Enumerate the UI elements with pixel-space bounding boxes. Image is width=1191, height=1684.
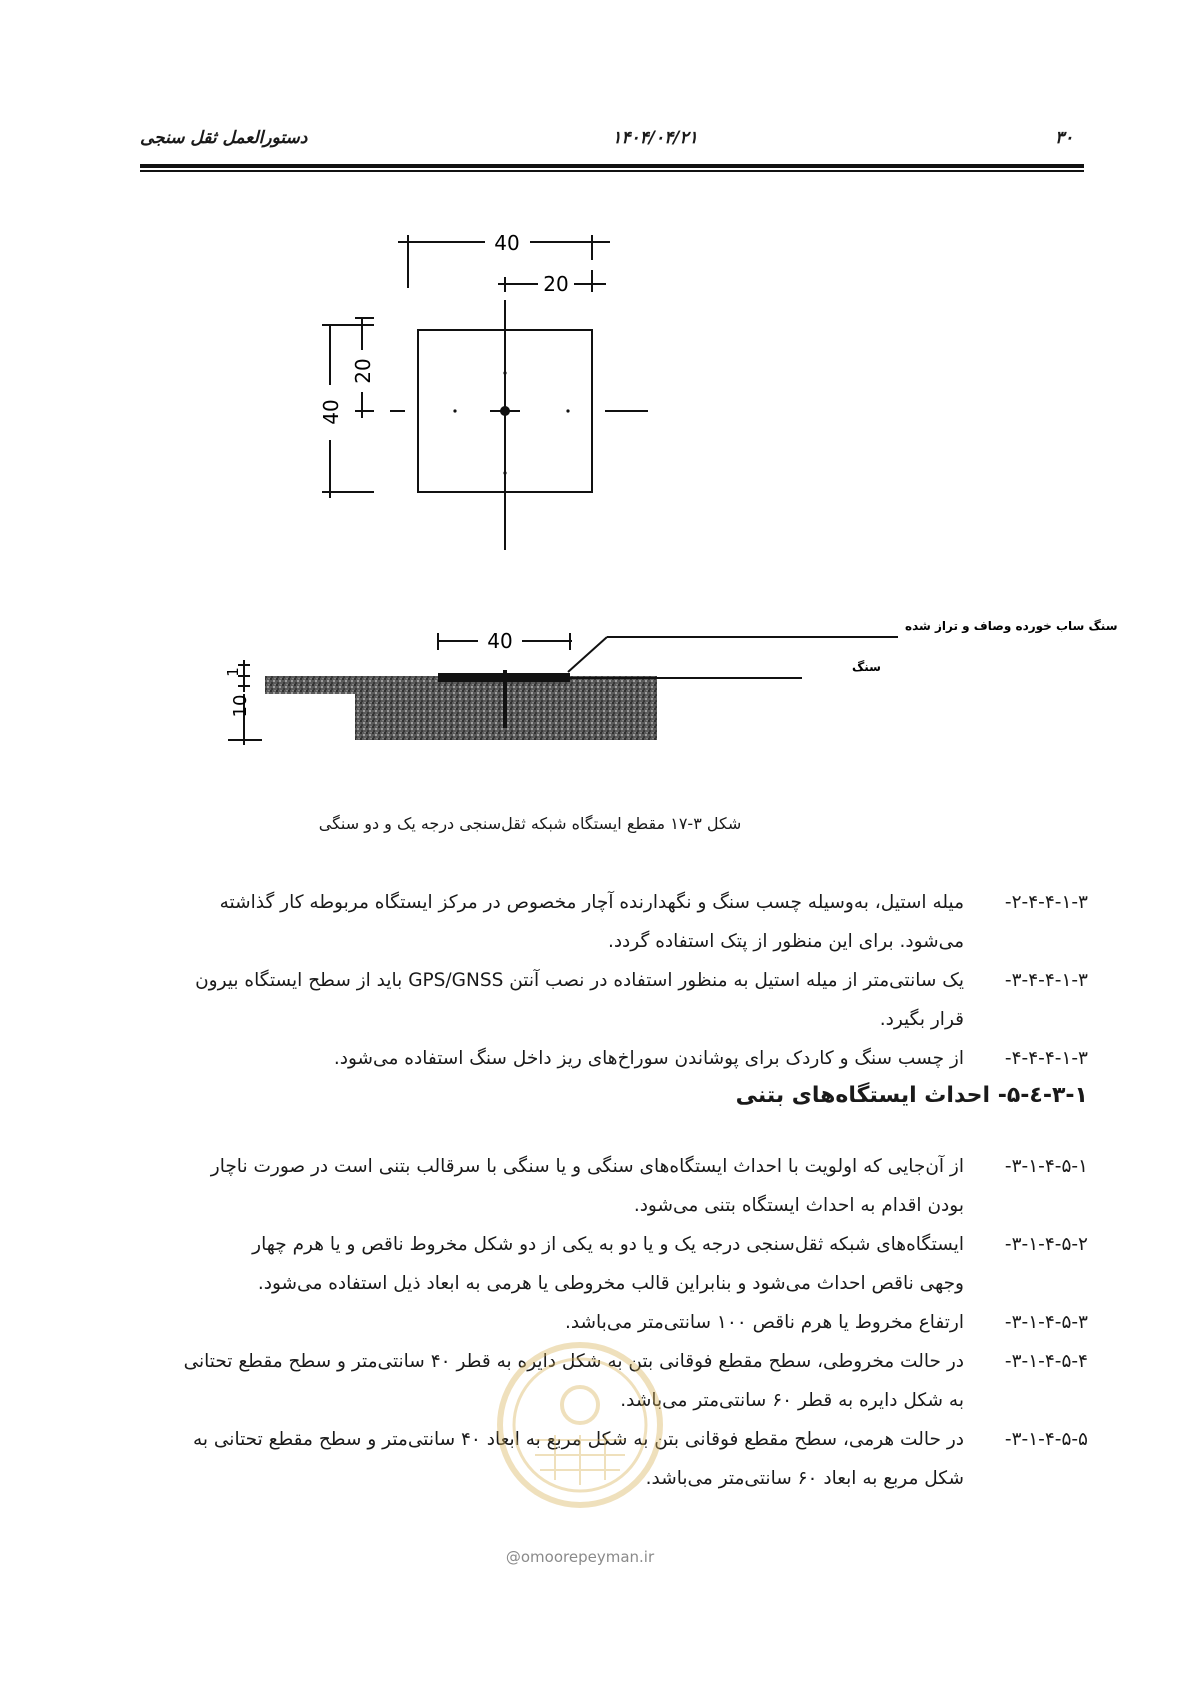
top-halfwidth-label: 20 — [543, 272, 569, 296]
paragraph-text: در حالت هرمی، سطح مقطع فوقانی بتن به شکل مربع به ابعاد ۴۰ سانتی‌متر و سطح مقطع تحتانی به — [192, 1429, 964, 1450]
paragraph-number: ۳-۱-۴-۵-۱- — [1004, 1156, 1088, 1177]
paragraph-item — [145, 883, 1088, 961]
paragraph-text-cont: قرار بگیرد. — [879, 1009, 964, 1030]
paragraph-text-cont: بودن اقدام به احداث ایستگاه بتنی می‌شود. — [633, 1195, 964, 1216]
paragraph-number: ۳-۴-۴-۱-۳- — [1004, 970, 1088, 991]
paragraph-item — [145, 1147, 1088, 1225]
paragraph-text: در حالت مخروطی، سطح مقطع فوقانی بتن به شکل دایره به قطر ۴۰ سانتی‌متر و سطح مقطع تحتانی — [183, 1351, 964, 1372]
left-halfheight-label: 20 — [351, 358, 375, 384]
paragraph-number: ۳-۱-۴-۵-۴- — [1004, 1351, 1088, 1372]
section-width-label: 40 — [487, 629, 513, 653]
callout-stone: سنگ — [852, 660, 881, 674]
header-date: ۱۴۰۴/۰۴/۲۱ — [612, 128, 698, 148]
paragraph-number: ۳-۱-۴-۵-۳- — [1004, 1312, 1088, 1333]
section-depth-label: 10 — [230, 694, 251, 718]
paragraph-text: میله استیل، به‌وسیله چسب سنگ و نگهدارنده آچار مخصوص در مرکز ایستگاه مربوطه کار گذاشته — [219, 892, 964, 913]
center-dot — [500, 406, 510, 416]
top-width-label: 40 — [494, 231, 520, 255]
header-title: دستورالعمل ثقل سنجی — [140, 128, 308, 148]
paragraph-number: ۳-۱-۴-۵-۵- — [1004, 1429, 1088, 1450]
paragraph-number: ۴-۴-۴-۱-۳- — [1004, 1048, 1088, 1069]
section-thickness-label: 1 — [224, 667, 242, 677]
paragraph-text: ایستگاه‌های شبکه ثقل‌سنجی درجه یک و یا دو به یکی از دو شکل مخروط ناقص و یا هرم چهار — [252, 1234, 964, 1255]
callout-polished-stone: سنگ ساب خورده وصاف و تراز شده — [905, 619, 1118, 633]
page-number: ۳۰ — [1055, 128, 1074, 148]
left-height-label: 40 — [319, 399, 343, 425]
paragraph-item — [145, 1225, 1088, 1303]
paragraph-text-cont: وجهی ناقص احداث می‌شود و بنابراین قالب مخروطی یا هرمی به ابعاد ذیل استفاده می‌شود. — [257, 1273, 964, 1294]
section-heading: ۳-۱-٤-۵- احداث ایستگاه‌های بتنی — [735, 1083, 1088, 1108]
paragraph-text: از آن‌جایی که اولویت با احداث ایستگاه‌های سنگی و یا سنگی با سرقالب بتنی است در صورت ناچار — [210, 1156, 964, 1177]
paragraph-text: از چسب سنگ و کاردک برای پوشاندن سوراخ‌های ریز داخل سنگ استفاده می‌شود. — [333, 1048, 964, 1069]
paragraph-item — [145, 1039, 1088, 1078]
paragraph-number: ۳-۱-۴-۵-۲- — [1004, 1234, 1088, 1255]
paragraph-text-cont: شکل مربع به ابعاد ۶۰ سانتی‌متر می‌باشد. — [645, 1468, 964, 1489]
paragraph-item — [145, 1303, 1088, 1342]
section-view — [224, 619, 1118, 745]
paragraph-text: ارتفاع مخروط یا هرم ناقص ۱۰۰ سانتی‌متر می‌باشد. — [564, 1312, 964, 1333]
top-view — [322, 235, 648, 550]
paragraph-item — [145, 961, 1088, 1039]
station-figure — [0, 0, 1191, 800]
paragraph-number: ۲-۴-۴-۱-۳- — [1004, 892, 1088, 913]
watermark-seal — [495, 1340, 665, 1510]
paragraph-text: یک سانتی‌متر از میله استیل به منظور استفاده در نصب آنتن GPS/GNSS باید از سطح ایستگاه بیرون — [195, 970, 964, 991]
footer-credit: @omoorepeyman.ir — [505, 1548, 655, 1566]
paragraph-text-cont: می‌شود. برای این منظور از پتک استفاده گردد. — [607, 931, 964, 952]
figure-caption: شکل ۳-۱۷ مقطع ایستگاه شبکه ثقل‌سنجی درجه یک و دو سنگی — [318, 814, 742, 833]
paragraph-text-cont: به شکل دایره به قطر ۶۰ سانتی‌متر می‌باشد. — [620, 1390, 964, 1411]
